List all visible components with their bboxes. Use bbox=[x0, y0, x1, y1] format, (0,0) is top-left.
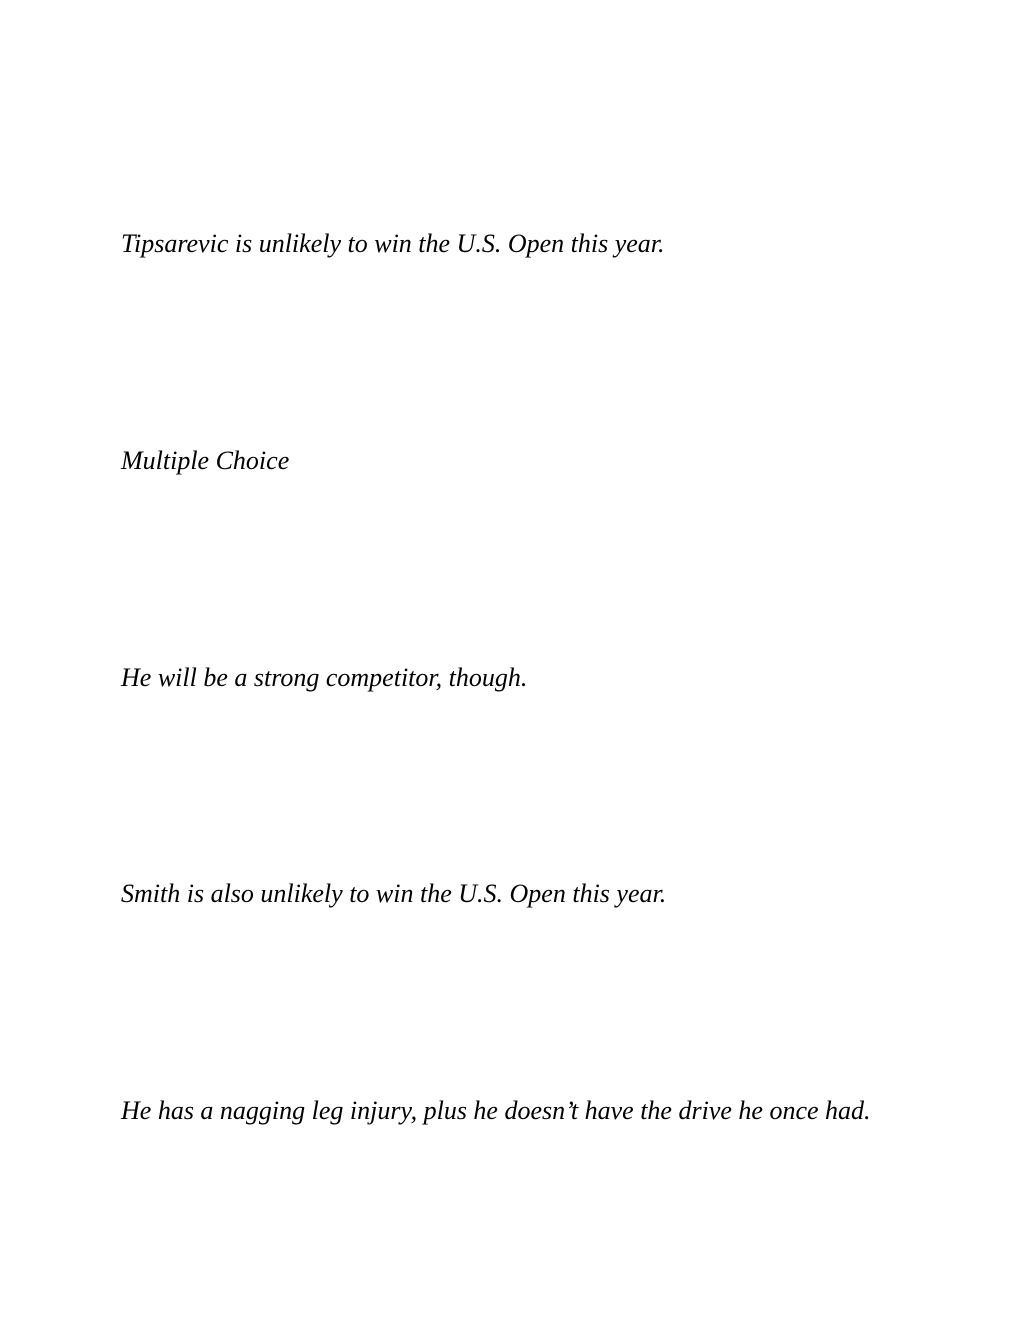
text-line-smith: Smith is also unlikely to win the U.S. Open this year. bbox=[121, 879, 667, 908]
text-line-leg-injury: He has a nagging leg injury, plus he doesn’t have the drive he once had. bbox=[121, 1096, 871, 1125]
text-line-strong-competitor: He will be a strong competitor, though. bbox=[121, 663, 528, 692]
text-line-multiple-choice: Multiple Choice bbox=[121, 446, 290, 475]
text-line-tipsarevic: Tipsarevic is unlikely to win the U.S. Open this year. bbox=[121, 229, 665, 258]
